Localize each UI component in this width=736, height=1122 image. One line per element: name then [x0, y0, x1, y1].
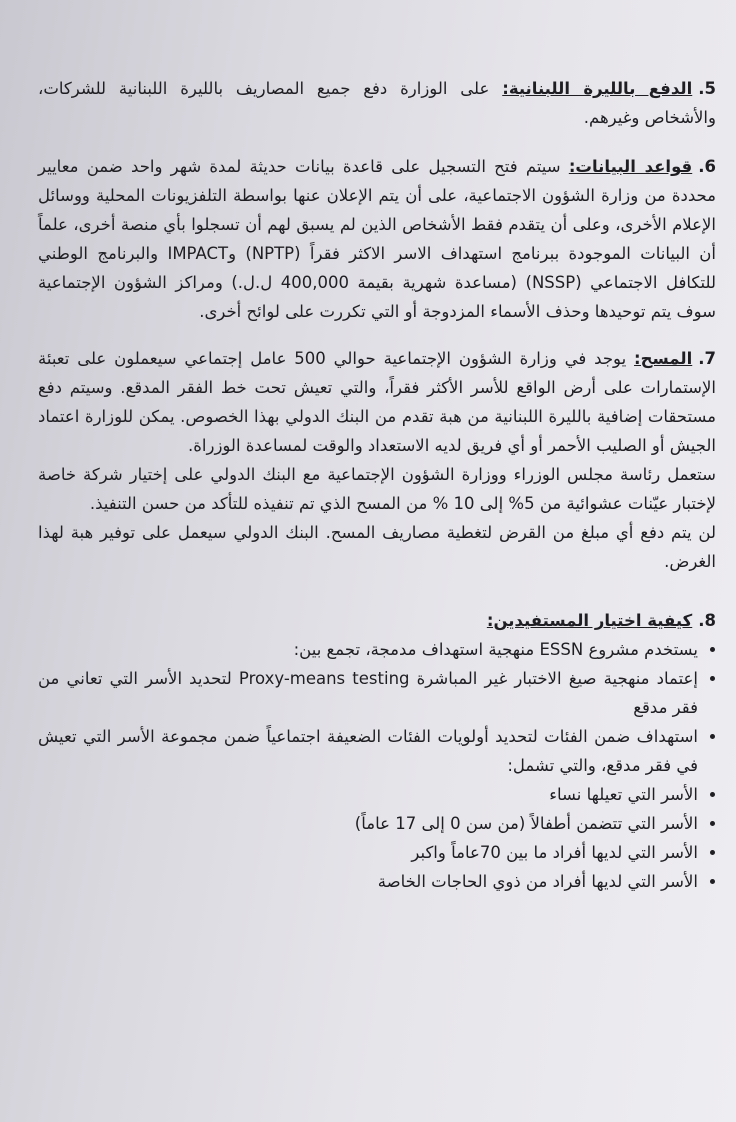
section-5-heading: الدفع بالليرة اللبنانية:	[502, 79, 693, 98]
bullet-item: • يستخدم مشروع ESSN منهجية استهداف مدمجة، تجمع بين:	[38, 635, 698, 664]
section-7-paragraph-2: ستعمل رئاسة مجلس الوزراء ووزارة الشؤون الإجتماعية مع البنك الدولي على إختيار شركة خاصة لإختبار عيّنات عشوائية من 5% إلى 10 % من المسح الذي تم تنفيذه للتأكد من حسن التنفيذ.	[38, 465, 716, 513]
section-5-number: 5.	[698, 79, 716, 98]
section-7-heading: المسح:	[634, 349, 693, 368]
section-7-paragraph	[38, 344, 716, 460]
section-7-paragraph-3: لن يتم دفع أي مبلغ من القرض لتغطية مصاريف المسح. البنك الدولي سيعمل على توفير هبة لهذا الغرض.	[38, 523, 716, 571]
section-5-paragraph	[38, 74, 716, 132]
section-6-text: سيتم فتح التسجيل على قاعدة بيانات حديثة لمدة شهر واحد ضمن معايير محددة من وزارة الشؤون الاجتماعية، على أن يتم الإعلان عنها بواسطة التلفزيونات المحلية ووسائل الإعلام الأخرى، وعلى أن يتقدم فقط الأشخاص الذين لم يسبق لهم أن تسجلوا بأي منصة أخرى، علماً أن البيانات الموجودة ببرنامج استهداف الاسر الاكثر فقراً (NPTP) وIMPACT والبرنامج الوطني للتكافل الاجتماعي (NSSP) (مساعدة شهرية بقيمة 400,000 ل.ل.) ومراكز الشؤون الإجتماعية سوف يتم توحيدها وحذف الأسماء المزدوجة أو التي تكررت على لوائح أخرى.	[38, 157, 717, 321]
section-6-number: 6.	[698, 157, 716, 176]
section-5-text: على الوزارة دفع جميع المصاريف بالليرة اللبنانية للشركات، والأشخاص وغيرهم.	[38, 79, 716, 127]
bullet-item: • استهداف ضمن الفئات لتحديد أولويات الفئات الضعيفة اجتماعياً ضمن مجموعة الأسر التي تعيش في فقر مدقع، والتي تشمل:	[38, 722, 698, 780]
sub-bullet-item: • الأسر التي لديها أفراد من ذوي الحاجات الخاصة	[38, 867, 698, 896]
section-8-heading: كيفية اختيار المستفيدين:	[486, 611, 693, 630]
sub-bullet-item: • الأسر التي لديها أفراد ما بين 70عاماً واكبر	[38, 838, 698, 867]
section-8-number: 8.	[698, 611, 716, 630]
section-7	[38, 340, 716, 576]
bullet-list	[38, 635, 716, 780]
section-8	[38, 598, 716, 896]
section-5	[38, 74, 716, 132]
sub-bullet-list	[38, 780, 716, 896]
section-7-text: يوجد في وزارة الشؤون الإجتماعية حوالي 500 عامل إجتماعي سيعملون على تعبئة الإستمارات على أرض الواقع للأسر الأكثر فقراً، والتي تعيش تحت خط الفقر المدقع. وسيتم دفع مستحقات إضافية بالليرة اللبنانية من هبة تقدم من البنك الدولي بهذا الخصوص. يمكن للوزارة اعتماد الجيش أو الصليب الأحمر أو أي فريق لديه الاستعداد والوقت لمساعدة الوزراة.	[38, 349, 716, 455]
bullet-item: • إعتماد منهجية صيغ الاختبار غير المباشرة Proxy-means testing لتحديد الأسر التي تعاني من فقر مدقع	[38, 664, 698, 722]
section-6-paragraph	[38, 152, 716, 326]
section-7-number: 7.	[698, 349, 716, 368]
sub-bullet-item: • الأسر التي تعيلها نساء	[38, 780, 698, 809]
section-8-title	[38, 606, 716, 635]
section-6	[38, 146, 716, 326]
sub-bullet-item: • الأسر التي تتضمن أطفالاً (من سن 0 إلى 17 عاماً)	[38, 809, 698, 838]
section-6-heading: قواعد البيانات:	[568, 157, 693, 176]
